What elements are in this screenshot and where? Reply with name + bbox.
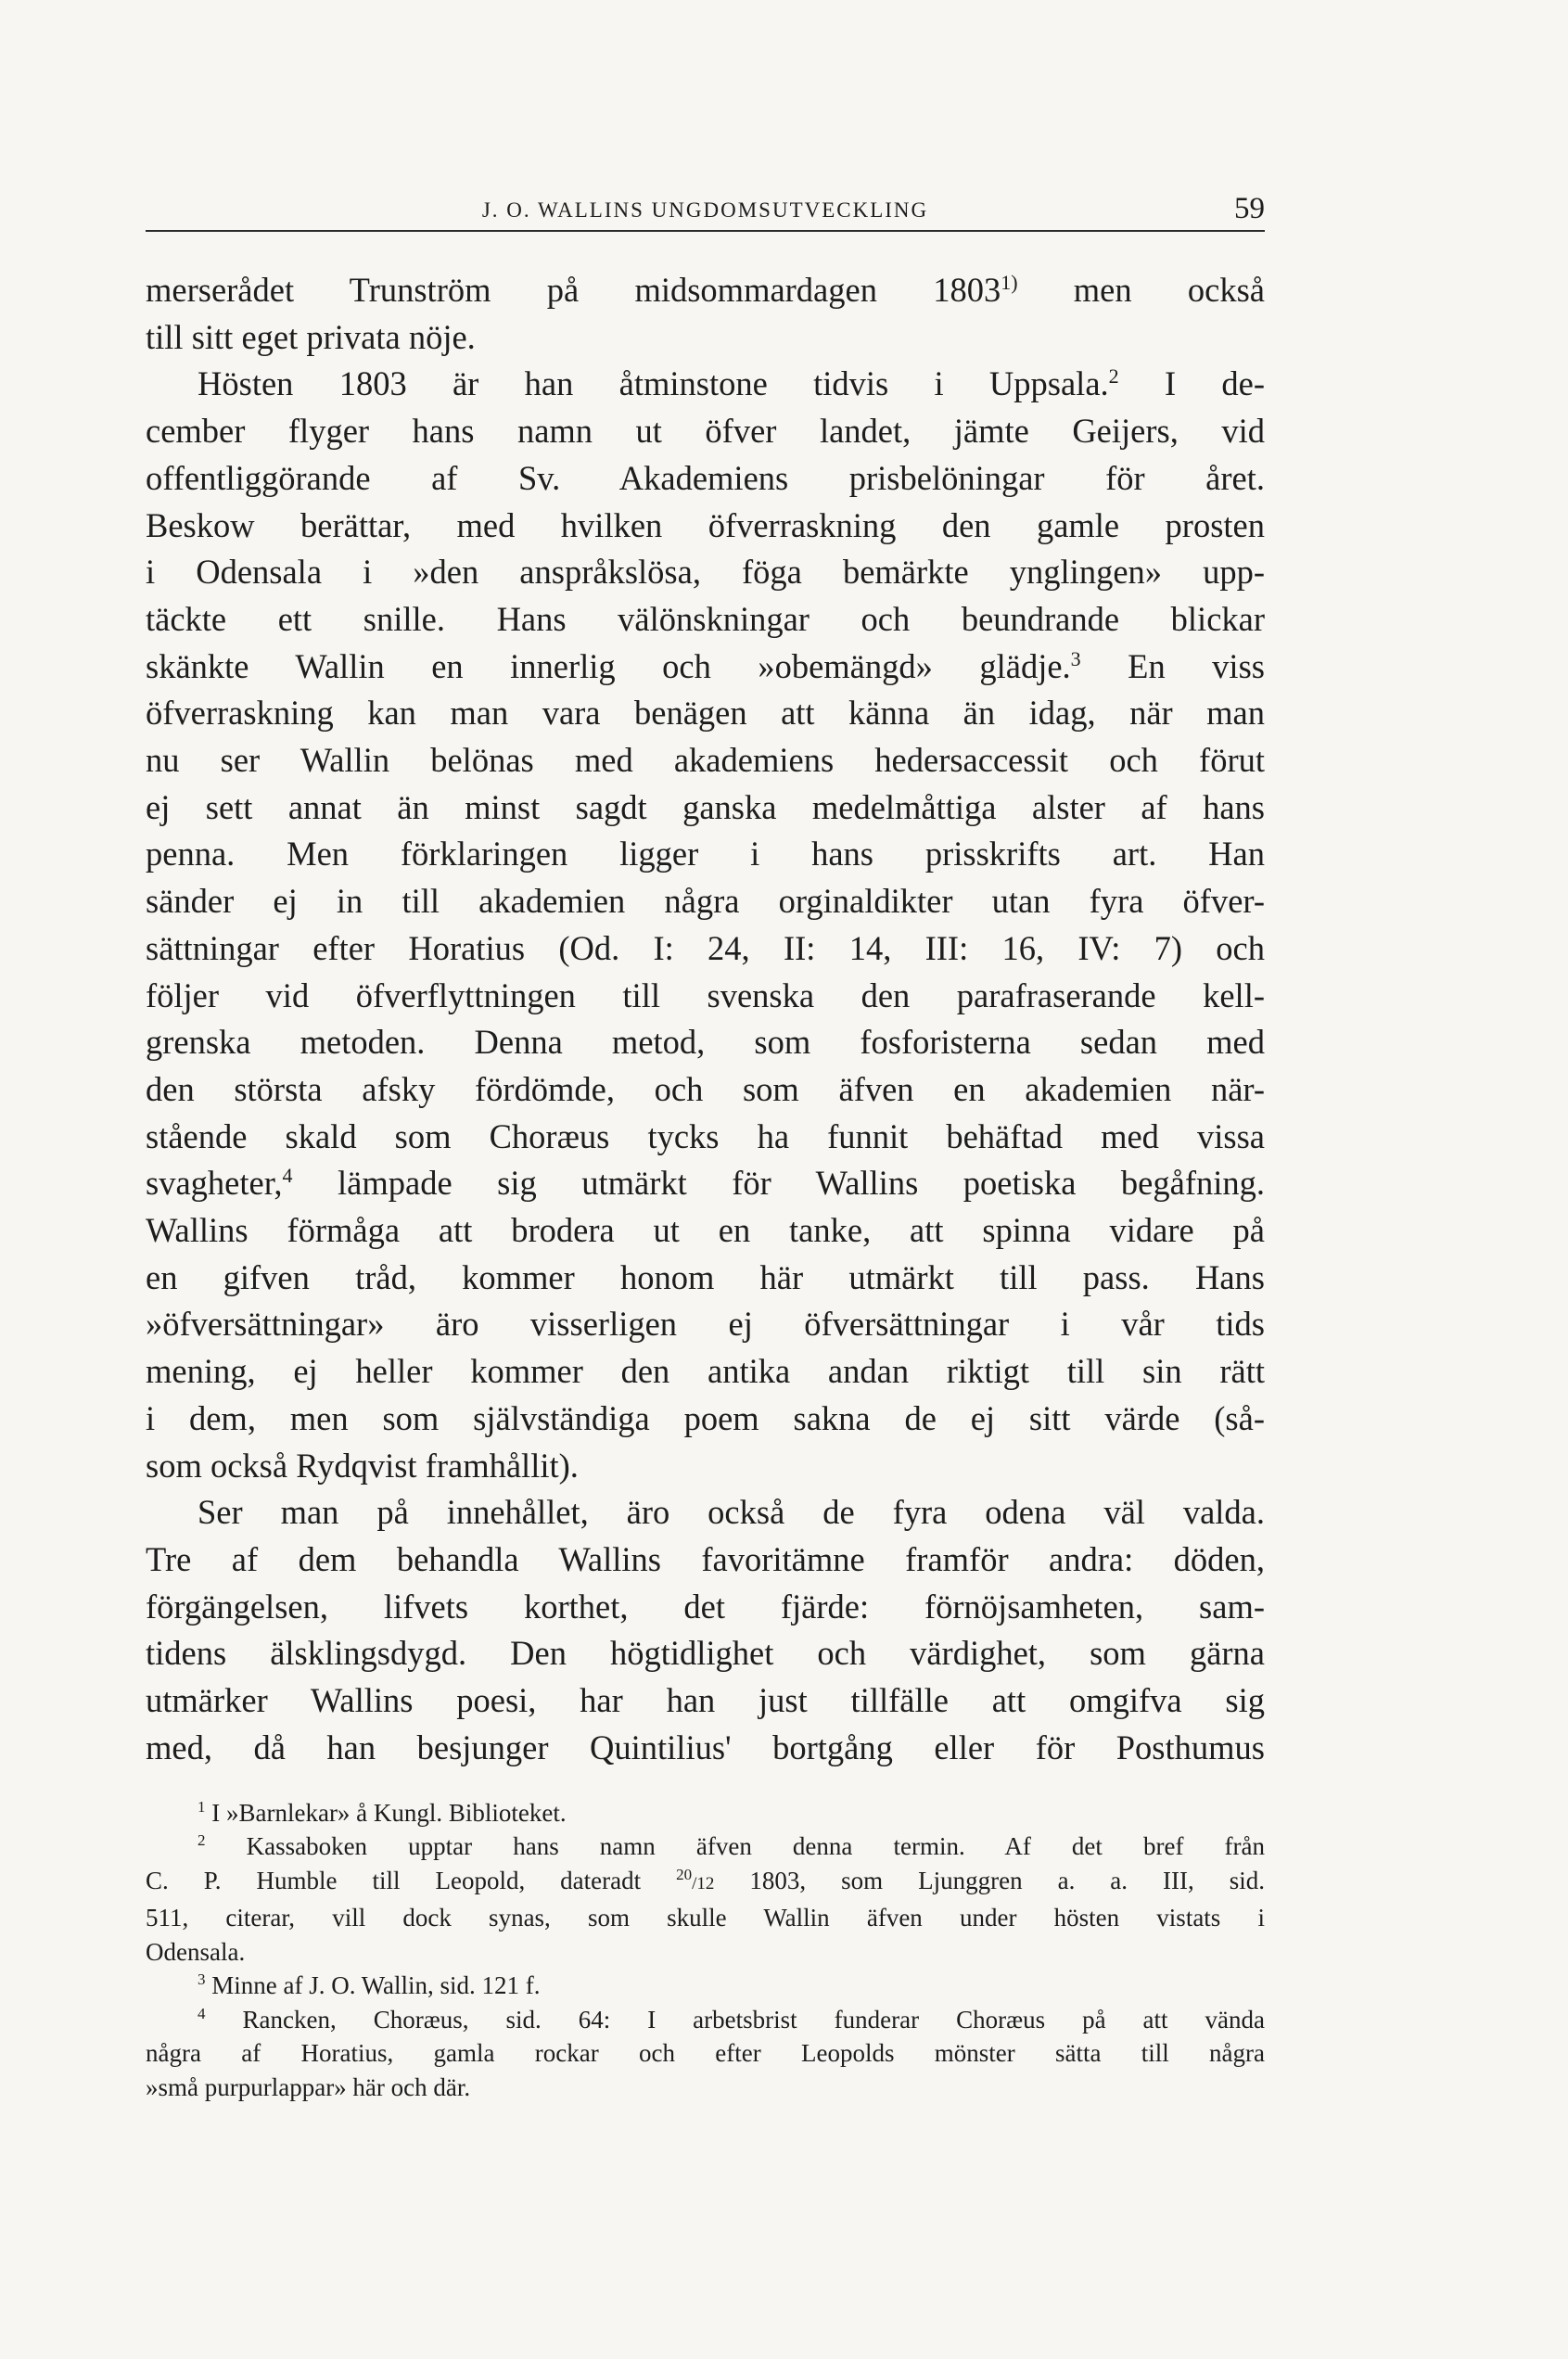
footnote-mark: 4 (198, 2004, 206, 2022)
paragraph-2 (146, 361, 1265, 1489)
footnote-4 (146, 2003, 1265, 2105)
footnote-line: $^2$ Kassaboken upptar hans namn äfven denna termin. Af det bref från (198, 1831, 1265, 1860)
text-line: Wallins förmåga att brodera ut en tanke, att spinna vidare på (146, 1211, 1265, 1250)
page (146, 185, 1265, 2104)
text-line: öfverraskning kan man vara benägen att känna än idag, när man (146, 694, 1265, 733)
text-line: täckte ett snille. Hans välönskningar och beundrande blickar (146, 599, 1265, 638)
footnote-ref: 2 (1108, 364, 1119, 389)
footnote-line: några af Horatius, gamla rockar och efter Leopolds mönster sätta till några (146, 2039, 1265, 2067)
text-line: ej sett annat än minst sagdt ganska medelmåttiga alster af hans (146, 787, 1265, 826)
paragraph-3 (146, 1489, 1265, 1771)
text-line: utmärker Wallins poesi, har han just tillfälle att omgifva sig (146, 1681, 1265, 1720)
text-line: sättningar efter Horatius (Od. I: 24, II: 14, III: 16, IV: 7) och (146, 928, 1265, 967)
text-line: offentliggörande af Sv. Akademiens prisbelöningar för året. (146, 458, 1265, 497)
footnote-line: $^3$ Minne af J. O. Wallin, sid. 121 f. (198, 1970, 541, 1999)
text-line: en gifven tråd, kommer honom här utmärkt till pass. Hans (146, 1257, 1265, 1296)
text-line: Tre af dem behandla Wallins favoritämne framför andra: döden, (146, 1539, 1265, 1578)
footnote-mark: 3 (198, 1970, 206, 1988)
text-line: som också Rydqvist framhållit). (146, 1446, 579, 1485)
footnote-1 (146, 1796, 1265, 1830)
text-line: med, då han besjunger Quintilius' bortgång eller för Posthumus (146, 1728, 1265, 1766)
text-line: Hösten 1803 är han åtminstone tidvis i Uppsala.$^2$ I de- (198, 364, 1265, 403)
running-head-title: J. O. WALLINS UNGDOMSUTVECKLING (481, 198, 929, 222)
text-line: skänkte Wallin en innerlig och »obemängd» glädje.$^3$ En viss (146, 646, 1265, 685)
text-line: sänder ej in till akademien några orginaldikter utan fyra öfver- (146, 882, 1265, 921)
footnote-3 (146, 1969, 1265, 2003)
text-line: grenska metoden. Denna metod, som fosforisterna sedan med (146, 1023, 1265, 1062)
paragraph-1 (146, 267, 1265, 361)
text-line: följer vid öfverflyttningen till svenska den parafraserande kell- (146, 975, 1265, 1014)
page-number: 59 (1234, 192, 1265, 225)
text-line: förgängelsen, lifvets korthet, det fjärde: förnöjsamheten, sam- (146, 1587, 1265, 1626)
footnote-mark: 2 (198, 1831, 206, 1849)
text-line: mening, ej heller kommer den antika andan riktigt till sin rätt (146, 1352, 1265, 1391)
text-line: nu ser Wallin belönas med akademiens hedersaccessit och förut (146, 741, 1265, 780)
footnote-line: $^1$ I »Barnlekar» å Kungl. Biblioteket. (198, 1797, 567, 1827)
text-line: cember flyger hans namn ut öfver landet, jämte Geijers, vid (146, 412, 1265, 451)
text-line: svagheter,$^4$ lämpade sig utmärkt för Wallins poetiska begåfning. (146, 1164, 1265, 1203)
text-line: tidens älsklingsdygd. Den högtidlighet och värdighet, som gärna (146, 1634, 1265, 1673)
text-line: merserådet Trunström på midsommardagen 1803$^{1)}$ men också (146, 270, 1265, 309)
footnote-ref: 4 (282, 1164, 293, 1188)
footnote-2 (146, 1830, 1265, 1969)
text-line: den största afsky fördömde, och som äfven en akademien när- (146, 1069, 1265, 1108)
footnote-line: $^4$ Rancken, Choræus, sid. 64: I arbetsbrist funderar Choræus på att vända (198, 2004, 1266, 2034)
text-line: penna. Men förklaringen ligger i hans prisskrifts art. Han (146, 835, 1265, 873)
footnote-ref: 1) (1001, 270, 1018, 294)
footnote-line: Odensala. (146, 1937, 246, 1966)
footnote-line: C. P. Humble till Leopold, dateradt $^{20}$/12 1803, som Ljunggren a. a. III, sid. (146, 1865, 1265, 1894)
footnotes (146, 1796, 1265, 2105)
footnote-ref: 3 (1070, 646, 1081, 670)
footnote-line: »små purpurlappar» här och där. (146, 2072, 471, 2101)
body-text (146, 267, 1265, 1772)
footnote-line: 511, citerar, vill dock synas, som skulle Wallin äfven under hösten vistats i (146, 1904, 1265, 1932)
footnote-mark: 1 (198, 1797, 206, 1816)
text-line: till sitt eget privata nöje. (146, 317, 476, 356)
text-line: stående skald som Choræus tycks ha funnit behäftad med vissa (146, 1116, 1265, 1155)
text-line: Ser man på innehållet, äro också de fyra odena väl valda. (198, 1493, 1265, 1532)
running-head (146, 185, 1265, 232)
text-line: i Odensala i »den anspråkslösa, föga bemärkte ynglingen» upp- (146, 553, 1265, 592)
text-line: »öfversättningar» äro visserligen ej öfversättningar i vår tids (146, 1305, 1265, 1344)
text-line: Beskow berättar, med hvilken öfverraskning den gamle prosten (146, 505, 1265, 544)
text-line: i dem, men som självständiga poem sakna de ej sitt värde (så- (146, 1398, 1265, 1437)
